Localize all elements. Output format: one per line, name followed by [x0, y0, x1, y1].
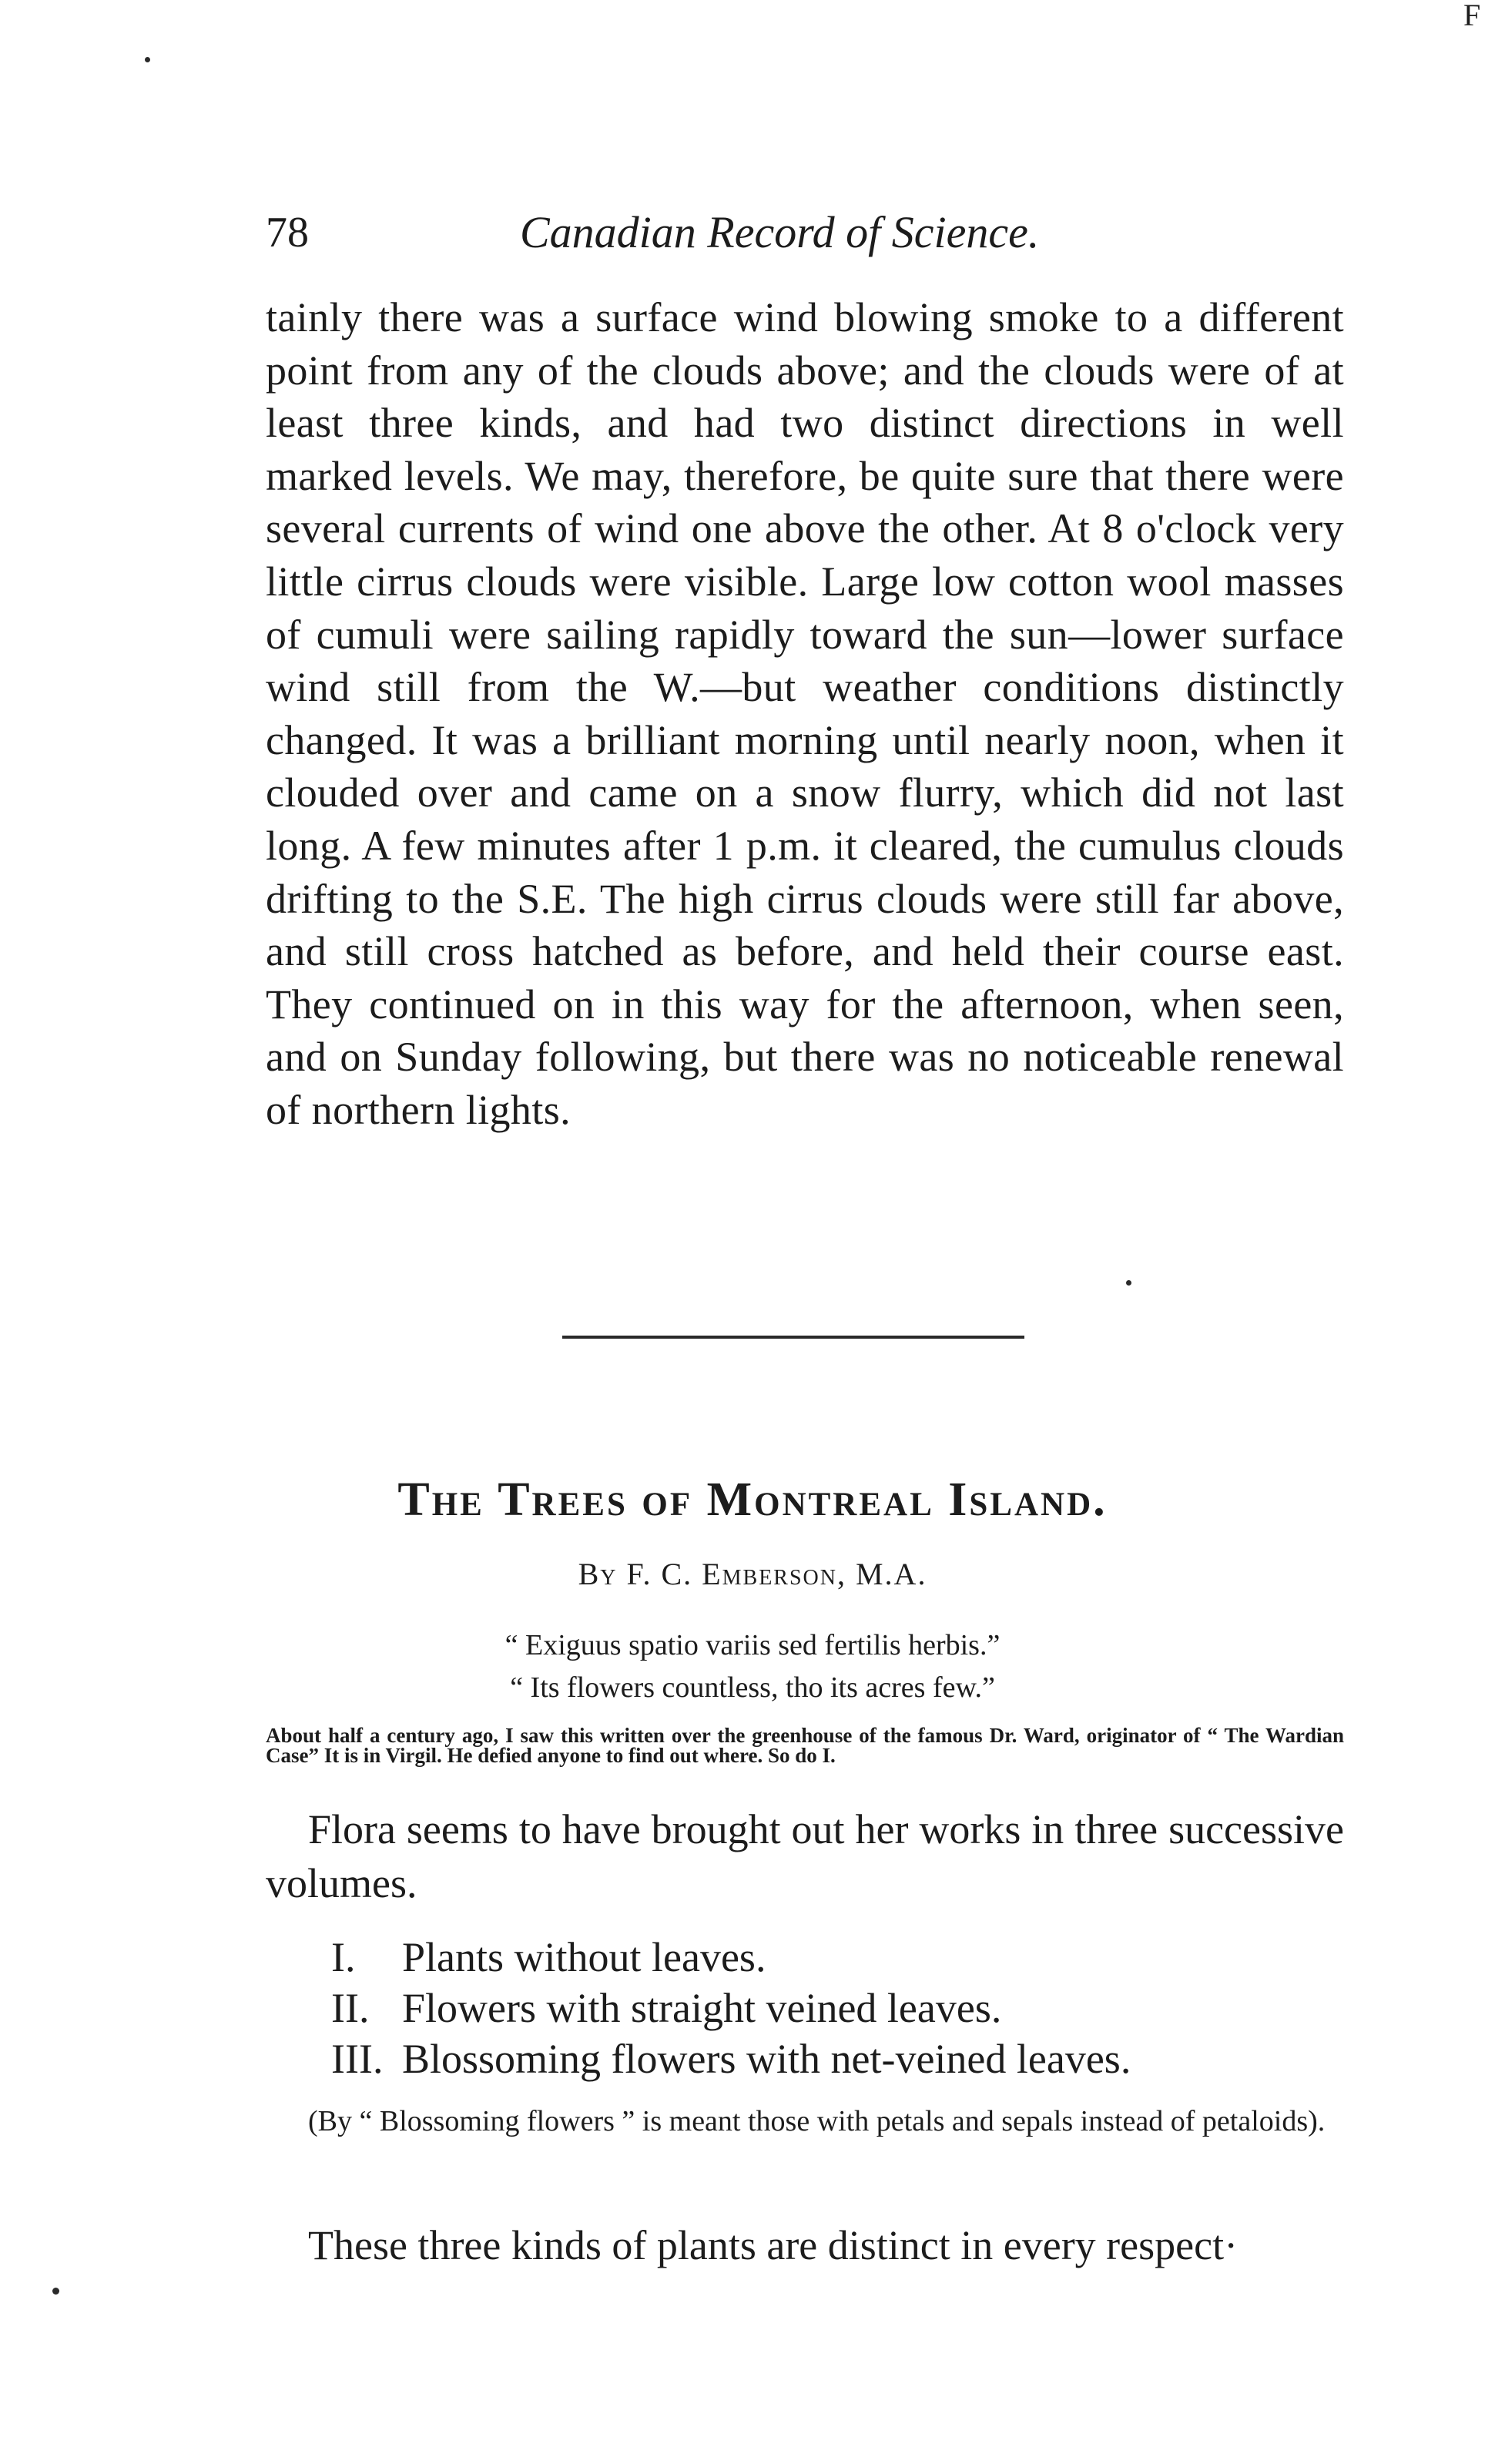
epigraph-line: “ Its flowers countless, tho its acres few.”: [510, 1671, 995, 1704]
ink-speck: [52, 2288, 59, 2295]
clarification-note: (By “ Blossoming flowers ” is meant those with petals and sepals instead of petaloids).: [308, 2105, 1326, 2137]
epigraph-line: “ Exiguus spatio variis sed fertilis herbis.”: [504, 1629, 1001, 1661]
list-text: Blossoming flowers with net-veined leaves.: [402, 2036, 1131, 2082]
ink-speck: [1126, 1280, 1131, 1286]
corner-mark: F: [1463, 0, 1481, 32]
article-title: The Trees of Montreal Island.: [397, 1473, 1108, 1526]
running-title: Canadian Record of Science.: [520, 207, 1040, 257]
ink-speck: [145, 57, 150, 62]
list-text: Plants without leaves.: [402, 1934, 766, 1980]
list-numeral: I.: [331, 1934, 356, 1980]
page-number: 78: [266, 209, 309, 256]
final-line: These three kinds of plants are distinct in every respect·: [308, 2222, 1239, 2268]
list-numeral: II.: [331, 1985, 370, 2031]
running-header: [266, 202, 1359, 263]
volume-list-item: [331, 1983, 1001, 2033]
epigraph-note: About half a century ago, I saw this written over the greenhouse of the famous Dr. Ward, originator of “ The Wardian Case” It is in Virgil. He defied anyone to find out where. So do I.: [266, 1724, 1344, 1767]
list-text: Flowers with straight veined leaves.: [402, 1985, 1002, 2031]
section-divider: [562, 1336, 1024, 1339]
volume-list-item: [331, 2033, 1131, 2084]
byline: By F. C. Emberson, M.A.: [578, 1557, 927, 1591]
intro-paragraph: Flora seems to have brought out her works in three successive volumes.: [266, 1806, 1344, 1906]
volume-list-item: [331, 1932, 766, 1983]
list-numeral: III.: [331, 2036, 384, 2082]
continued-paragraph: tainly there was a surface wind blowing smoke to a different point from any of the clouds above; and the clouds were of at least three kinds, and had two distinct directions in well marked levels. We may, therefore, be quite sure that there were several currents of wind one above the other. At 8 o'clock very little cirrus clouds were visible. Large low cotton wool masses of cumuli were sailing rapidly toward the sun—lower surface wind still from the W.—but weather conditions distinctly changed. It was a brilliant morning until nearly noon, when it clouded over and came on a snow flurry, which did not last long. A few minutes after 1 p.m. it cleared, the cumulus clouds drifting to the S.E. The high cirrus clouds were still far above, and still cross hatched as before, and held their course east. They continued on in this way for the afternoon, when seen, and on Sunday following, but there was no noticeable renewal of northern lights.: [266, 294, 1344, 1133]
